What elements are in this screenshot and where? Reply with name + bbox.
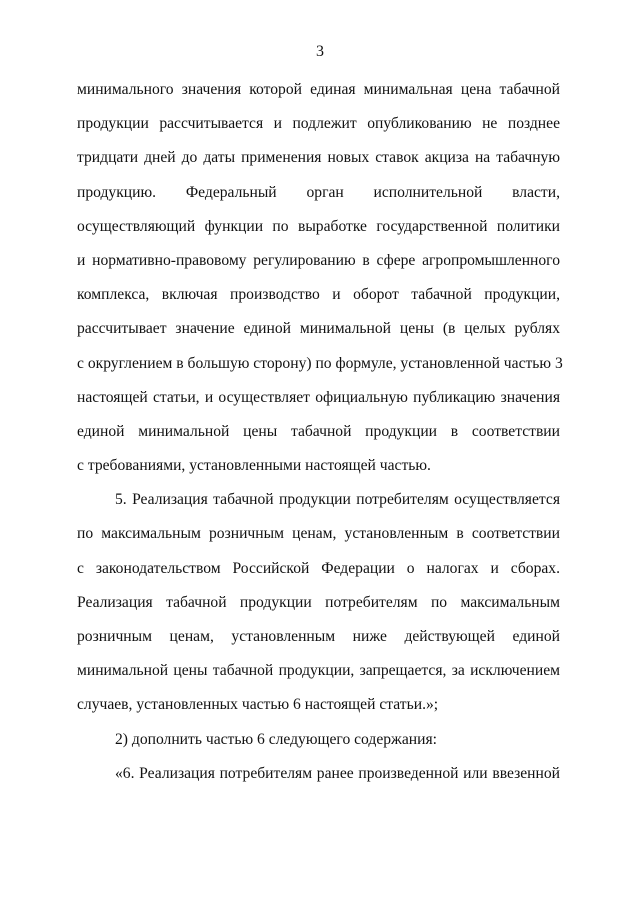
text-line: по максимальным розничным ценам, установленным в соответствии (77, 525, 560, 543)
text-line: единой минимальной цены табачной продукции в соответствии (77, 422, 560, 440)
text-line: 2) дополнить частью 6 следующего содержания: (115, 730, 437, 748)
text-line: продукции рассчитывается и подлежит опубликованию не позднее (77, 115, 560, 133)
text-line: настоящей статьи, и осуществляет официальную публикацию значения (77, 388, 560, 406)
text-line: с округлением в большую сторону) по формуле, установленной частью 3 (77, 354, 563, 372)
text-line: и нормативно-правовому регулированию в сфере агропромышленного (77, 251, 560, 269)
text-line: 5. Реализация табачной продукции потребителям осуществляется (115, 491, 560, 509)
text-line: тридцати дней до даты применения новых ставок акциза на табачную (77, 149, 560, 167)
text-line: минимального значения которой единая минимальная цена табачной (77, 81, 560, 98)
text-line: осуществляющий функции по выработке государственной политики (77, 217, 560, 235)
text-line: с требованиями, установленными настоящей частью. (77, 457, 431, 475)
text-line: рассчитывает значение единой минимальной цены (в целых рублях (77, 320, 560, 338)
text-line: продукцию. Федеральный орган исполнительной власти, (77, 183, 560, 201)
text-line: минимальной цены табачной продукции, запрещается, за исключением (77, 662, 560, 680)
text-line: комплекса, включая производство и оборот табачной продукции, (77, 286, 560, 304)
text-line: розничным ценам, установленным ниже действующей единой (77, 628, 560, 645)
text-line: случаев, установленных частью 6 настоящей статьи.»; (77, 696, 439, 714)
page-number: 3 (316, 43, 324, 60)
text-line: «6. Реализация потребителям ранее произведенной или ввезенной (115, 764, 560, 782)
text-line: с законодательством Российской Федерации о налогах и сборах. (77, 559, 560, 577)
text-line: Реализация табачной продукции потребителям по максимальным (77, 593, 560, 611)
document-body (77, 78, 563, 796)
